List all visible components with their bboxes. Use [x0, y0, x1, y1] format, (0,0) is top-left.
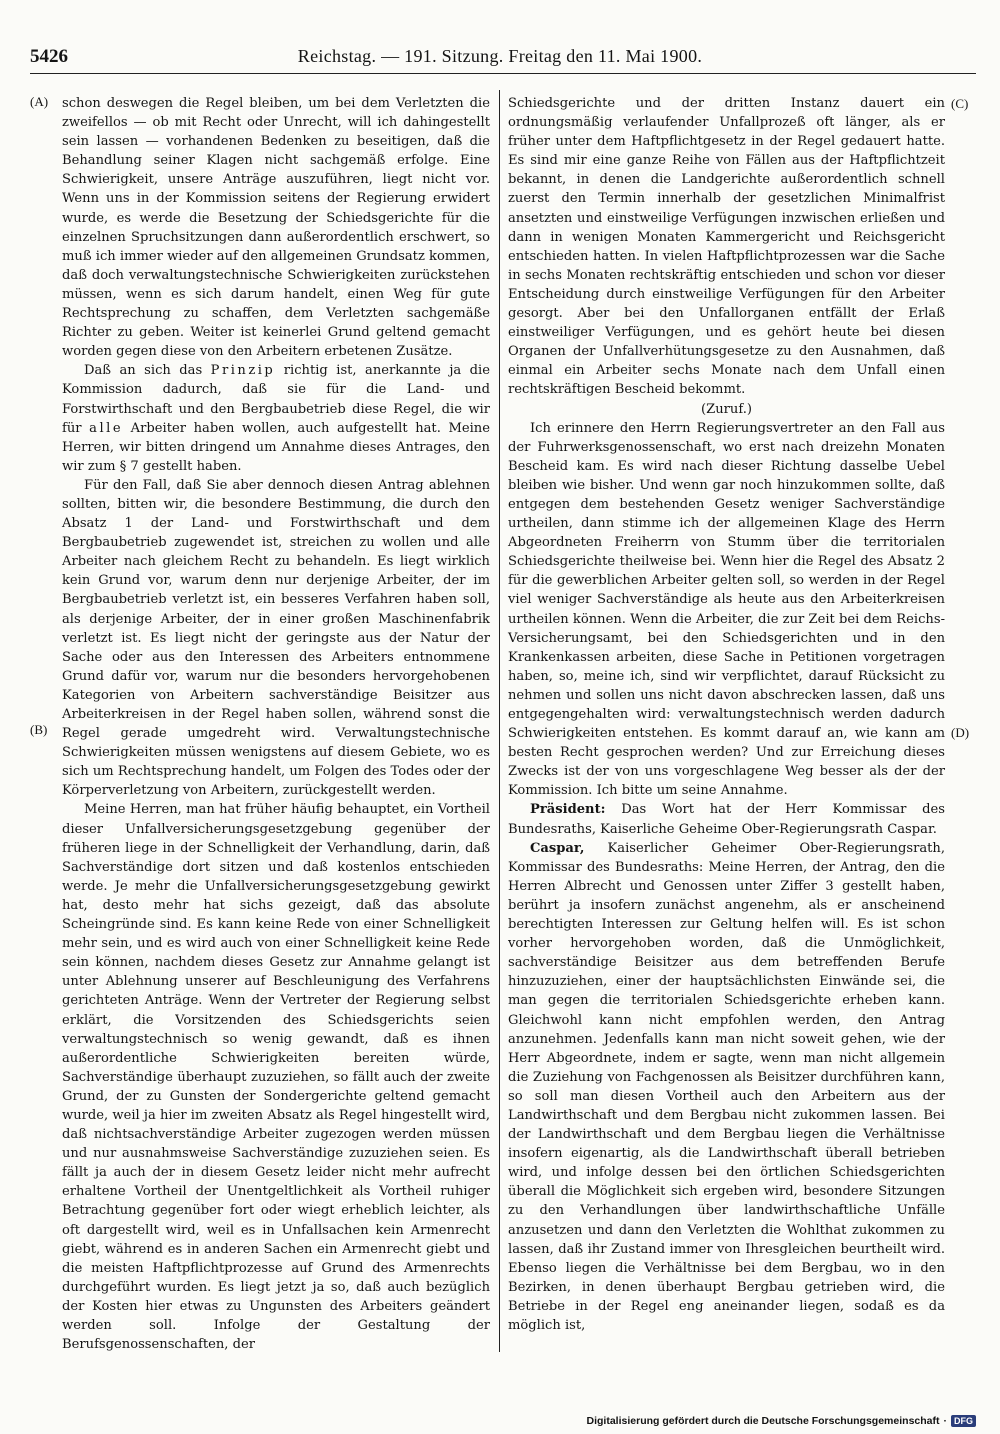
paragraph	[508, 839, 945, 1335]
interjection: (Zuruf.)	[701, 401, 752, 417]
paragraph: Für den Fall, daß Sie aber dennoch diesen Antrag ablehnen sollten, bitten wir, die besondere Bestimmung, die durch den Absatz 1 der Land- und Forstwirthschaft und dem Bergbaubetrieb zugewendet ist, streichen zu wollen und alle Arbeiter nach gleichem Recht zu behandeln. Es liegt wirklich kein Grund vor, warum denn nur derjenige Arbeiter, der im Bergbaubetrieb verletzt ist, ein besseres Verfahren haben soll, als derjenige Arbeiter, der in einer großen Maschinenfabrik verletzt ist. Es liegt nicht der geringste aus der Natur der Sache oder aus den Interessen des Arbeiters entnommene Grund dafür vor, warum nur die besonders hervorgehobenen Kategorien von Arbeitern sachverständige Beisitzer aus Arbeiterkreisen in der Regel haben sollen, während sonst die Regel gerade umgedreht wird. Verwaltungstechnische Schwierigkeiten müssen wenigstens auf diesem Gebiete, wo es sich um Rechtsprechung handelt, um Folgen des Todes oder der Körperverletzung von Arbeitern, zurückgestellt werden.	[62, 477, 490, 799]
text-run: richtig ist, anerkannte ja die Kommission dadurch, daß sie für die Land- und Forstwirthschaft und den Bergbaubetrieb diese Regel, die wir für	[62, 363, 490, 436]
page-header	[0, 0, 1000, 78]
margin-marker-a: (A)	[30, 94, 49, 109]
paragraph: schon deswegen die Regel bleiben, um bei dem Verletzten die zweifellos — ob mit Recht oder Unrecht, will ich dahingestellt sein lassen — vorhandenen Bedenken zu beseitigen, daß die Behandlung seiner Klagen nicht sachgemäß erfolge. Eine Schwierigkeit, unsere Anträge auszuführen, liegt nicht vor. Wenn uns in der Kommission seitens der Regierung erwidert wurde, es werde die Besetzung der Schiedsgerichte für die einzelnen Spruchsitzungen dann außerordentlich erschwert, so muß ich immer wieder auf den allgemeinen Grundsatz kommen, daß doch verwaltungstechnische Schwierigkeiten zurückstehen müssen, wenn es sich darum handelt, einen Weg für gute Rechtsprechung zu schaffen, dem Verletzten sachgemäße Richter zu geben. Weiter ist keinerlei Grund geltend gemacht worden gegen diese von den Arbeitern erbetenen Zusätze.	[62, 96, 490, 360]
text-run: Das Wort hat der Herr Kommissar des Bundesraths, Kaiserliche Geheime Ober-Regierungsrath Caspar.	[508, 802, 945, 837]
margin-marker-d: (D)	[951, 725, 970, 740]
margin-marker-b: (B)	[30, 722, 48, 737]
speaker-label: Präsident:	[530, 802, 606, 818]
paragraph: Meine Herren, man hat früher häufig behauptet, ein Vortheil dieser Unfallversicherungsgesetzgebung gegenüber der früheren liege in der Schnelligkeit der Verhandlung, darin, daß Sachverständige dort sitzen und daß kostenlos entschieden werde. Je mehr die Unfallversicherungsgesetzgebung gewirkt hat, desto mehr hat sichs gezeigt, daß das absolute Scheingründe sind. Es kann keine Rede von einer Schnelligkeit mehr sein, und es wird auch von einer Schnelligkeit keine Rede sein können, nachdem dieses Gesetz zur Annahme gelangt ist unter Ablehnung unserer auf Beschleunigung des Verfahrens gerichteten Anträge. Wenn der Vertreter der Regierung selbst erklärt, die Vorsitzenden des Schiedsgerichts seien verwaltungstechnisch so wenig gewandt, daß es ihnen außerordentliche Schwierigkeiten bereiten würde, Sachverständige überhaupt zuzuziehen, so fällt auch der zweite Grund, der zu Gunsten der Sondergerichte geltend gemacht wurde, weil ja hier im zweiten Absatz als Regel hingestellt wird, daß nichtsachverständige Arbeiter zugezogen werden müssen und nur ausnahmsweise Sachverständige zuzuziehen seien. Es fällt ja auch der in diesem Gesetz leider nicht mehr aufrecht erhaltene Vortheil der Unentgeltlichkeit als Vortheil ruhiger Betrachtung gegenüber fort oder wiegt erheblich leichter, als oft dargestellt wird, weil es in Unfallsachen kein Armenrecht giebt, während es in anderen Sachen ein Armenrecht giebt und die meisten Haftpflichtprozesse auf Grund des Armenrechts durchgeführt wurden. Es liegt jetzt ja so, daß auch bezüglich der Kosten hier etwas zu Ungunsten des Arbeiters geändert werden soll. Infolge der Gestaltung der Berufsgenossenschaften, der	[62, 802, 490, 1353]
header-rule	[30, 73, 976, 74]
margin-marker-c: (C)	[951, 96, 969, 111]
text-run: Arbeiter haben wollen, auch aufgestellt hat. Meine Herren, wir bitten dringend um Annahme dieses Antrages, den wir zum § 7 gestellt haben.	[62, 420, 490, 474]
column-divider	[499, 90, 500, 1352]
text-run: Kaiserlicher Geheimer Ober-Regierungsrath, Kommissar des Bundesraths: Meine Herren, der Antrag, den die Herren Albrecht und Genossen unter Ziffer 3 gestellt haben, berührt ja insofern zunächst angenehm, als er anscheinend berechtigten Interessen zur Geltung helfen will. Es ist schon vorher hervorgehoben worden, daß die Unmöglichkeit, sachverständige Beisitzer aus dem betreffenden Berufe hinzuzuziehen, einer der hauptsächlichsten Einwände sei, die man gegen die territorialen Schiedsgerichte erheben kann. Gleichwohl kann nicht empfohlen werden, den Antrag anzunehmen. Jedenfalls kann man nicht soweit gehen, wie der Herr Abgeordnete, indem er sagte, wenn man nicht allgemein die Zuziehung von Fachgenossen als Beisitzer durchführen kann, so soll man diesen Vortheil auch den Arbeitern aus der Landwirthschaft und dem Bergbau nicht zukommen lassen. Bei der Landwirthschaft und dem Bergbau liegen die Verhältnisse insofern eigenartig, als die Landwirthschaft überall betrieben wird, und infolge dessen bei den örtlichen Schiedsgerichten überall die Möglichkeit sich ergeben wird, besondere Sitzungen zu den Verhandlungen über landwirthschaftliche Unfälle anzusetzen und dann den Verletzten die Wohlthat zukommen zu lassen, daß ihr Zustand immer von Ihresgleichen beurtheilt wird. Ebenso liegen die Verhältnisse bei dem Bergbau, wo in den Bezirken, in denen überhaupt Bergbau getrieben wird, die Betriebe in der Regel eng aneinander liegen, sodaß es da möglich ist,	[508, 840, 945, 1333]
paragraph: Ich erinnere den Herrn Regierungsvertreter an den Fall aus der Fuhrwerksgenossenschaft, wo erst nach dreizehn Monaten Bescheid kam. Es wird nach dieser Richtung dasselbe Uebel bleiben wie bisher. Und wenn gar noch hinzukommen sollte, daß entgegen dem bestehenden Gesetz weniger Sachverständige urtheilen, dann stimme ich der allgemeinen Klage des Herrn Abgeordneten Freiherrn von Stumm über die territorialen Schiedsgerichte theilweise bei. Wenn hier die Regel des Absatz 2 für die gewerblichen Arbeiter gelten soll, so werden in der Regel viel weniger Sachverständige als heute aus den Arbeiterkreisen urtheilen können. Wenn die Arbeiter, die zur Zeit bei dem Reichs-Versicherungsamt, bei den Schiedsgerichten und in den Krankenkassen arbeiten, diese Sache in Petitionen vorgetragen haben, so, meine ich, sind wir verpflichtet, darauf Rücksicht zu nehmen und sollen uns nicht davon abschrecken lassen, daß uns entgegengehalten wird: verwaltungstechnisch werden dadurch Schwierigkeiten entstehen. Es kommt darauf an, wie kann am besten Recht gesprochen werden? Und zur Erreichung dieses Zwecks ist der von uns vorgeschlagene Weg besser als der der Kommission. Ich bitte um seine Annahme.	[508, 420, 945, 799]
dfg-logo: DFG	[951, 1415, 976, 1427]
footer-credit	[587, 1415, 976, 1427]
paragraph	[508, 800, 945, 838]
separator: ·	[943, 1415, 947, 1427]
running-title: Reichstag. — 191. Sitzung. Freitag den 11. Mai 1900.	[297, 46, 703, 66]
paragraph: Schiedsgerichte und der dritten Instanz dauert ein ordnungsmäßig verlaufender Unfallprozeß oft länger, als er früher unter dem Haftpflichtgesetz in der Regel gedauert hatte. Es sind mir eine ganze Reihe von Fällen aus der Haftpflichtzeit bekannt, in denen die Landgerichte außerordentlich schnell zuerst den Termin innerhalb der gesetzlichen Minimalfrist ansetzten und einstweilige Verfügungen inzwischen erließen und dann in wenigen Monaten Kammergericht und Reichsgericht entschieden hatten. In vielen Haftpflichtprozessen war die Sache in sechs Monaten rechtskräftig entschieden und schon vor dieser Entscheidung durch einstweilige Verfügungen für den Arbeiter gesorgt. Aber bei den Unfallorganen entfällt der Erlaß einstweiliger Verfügungen, und es gehört heute bei diesen Organen der Unfallverhütungsgesetze zu den Ausnahmen, daß einmal ein Arbeiter sechs Monate nach dem Unfall einen rechtskräftigen Bescheid bekommt.	[508, 96, 945, 398]
right-column	[508, 94, 945, 1335]
left-column	[62, 94, 490, 1354]
emphasis-text: Prinzip	[210, 363, 276, 379]
text-run: Daß an sich das	[84, 363, 211, 379]
credit-text: Digitalisierung gefördert durch die Deutsche Forschungsgemeinschaft	[586, 1415, 940, 1427]
emphasis-text: alle	[89, 420, 124, 436]
paragraph	[62, 361, 490, 476]
speaker-label: Caspar,	[530, 840, 585, 856]
page-number: 5426	[30, 46, 68, 67]
